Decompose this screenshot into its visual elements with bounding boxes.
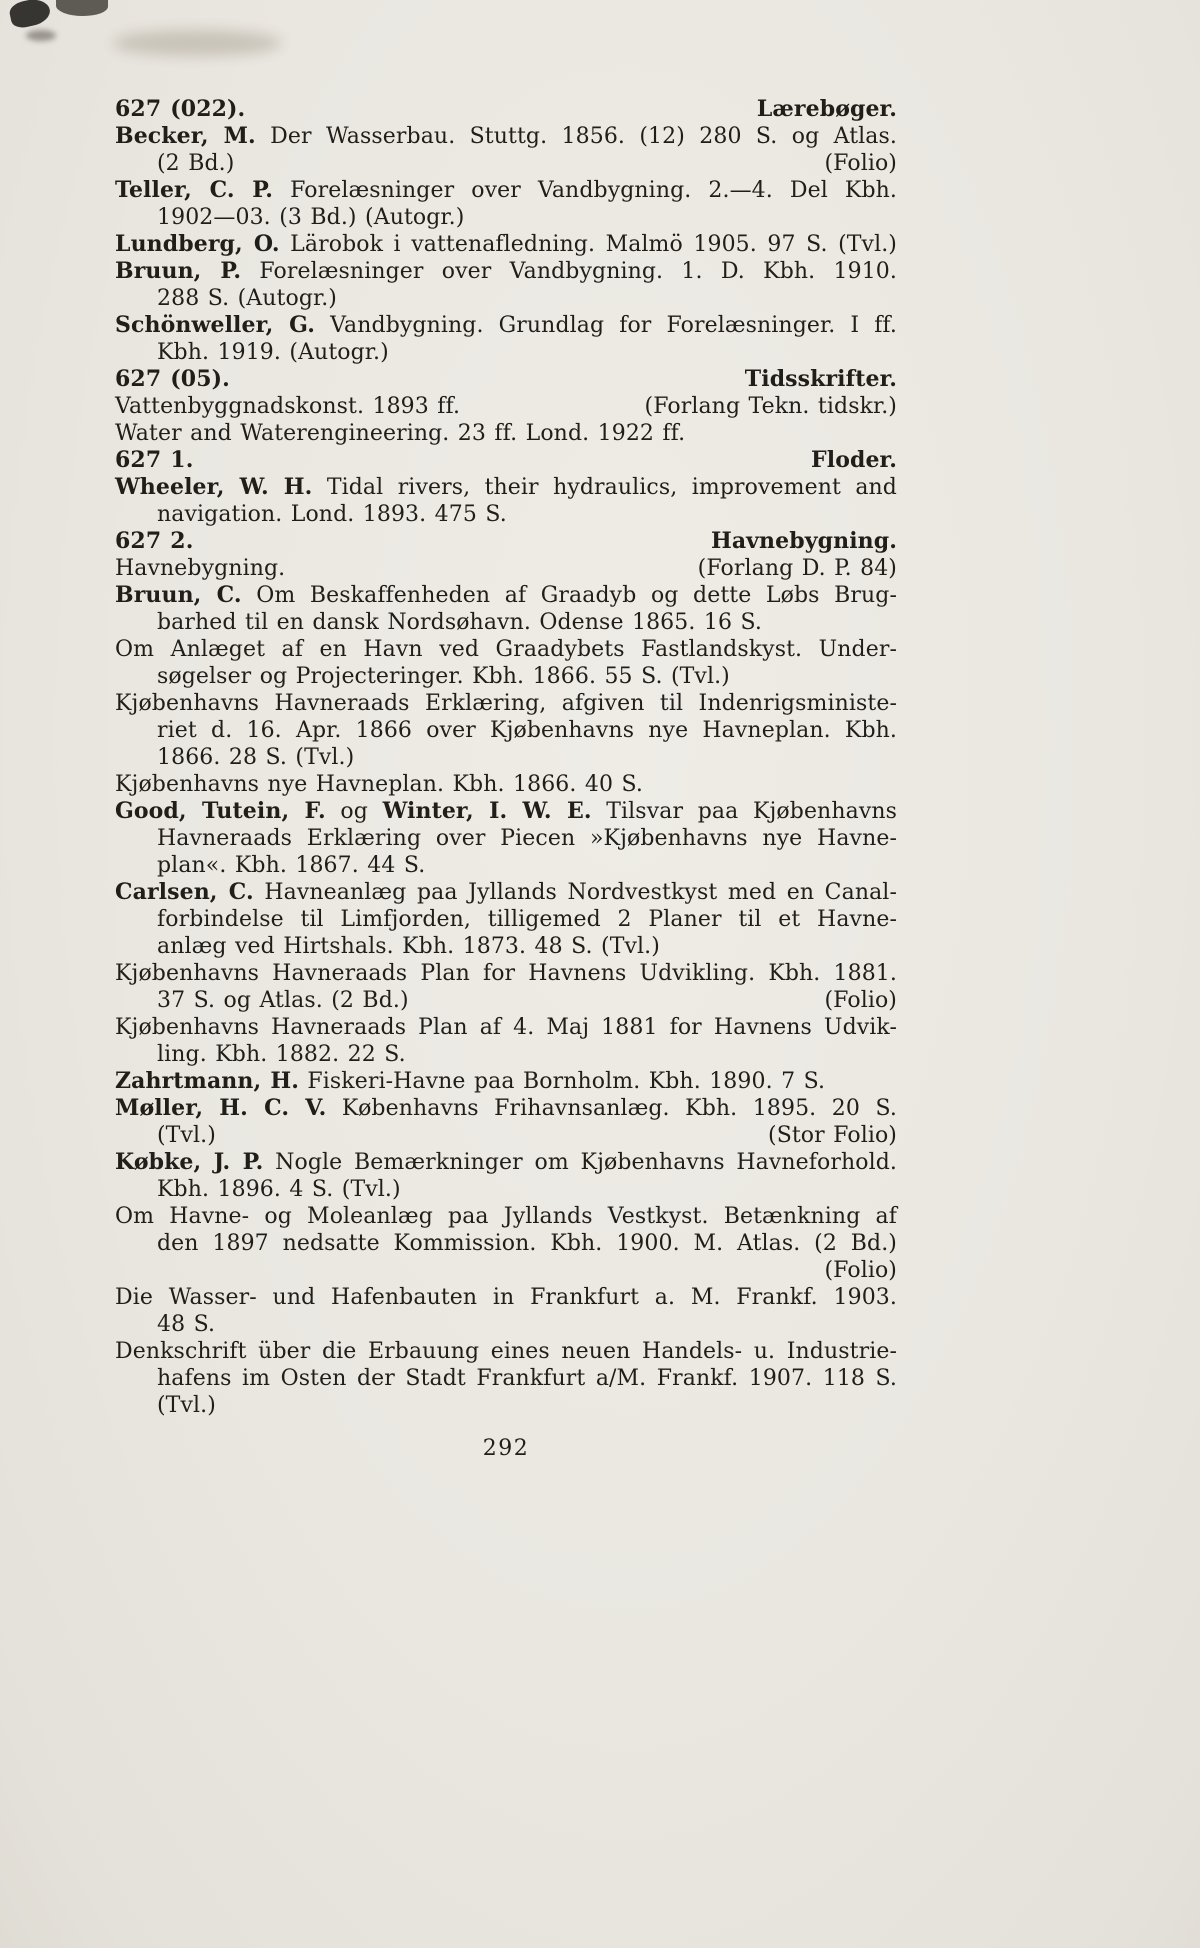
entry-right-text: Lærebøger. [756,96,897,122]
catalog-line [115,1041,897,1068]
catalog-line [115,447,897,474]
scan-smudge-icon [112,30,282,56]
catalog-line [115,312,897,339]
scan-blot-icon [8,0,53,30]
catalog-line [115,1122,897,1149]
catalog-line [115,906,897,933]
entry-text: Kjøbenhavns nye Havneplan. Kbh. 1866. 40 S. [115,772,643,797]
entry-text: riet d. 16. Apr. 1866 over Kjøbenhavns nye Havneplan. Kbh. [157,718,897,743]
entry-text: (Tvl.) [157,1123,216,1148]
scan-blot-icon [56,0,108,16]
entry-right-text: Havnebygning. [710,528,897,554]
entry-text: Wheeler, W. H. Tidal rivers, their hydraulics, improvement and [115,474,897,500]
catalog-line [115,231,897,258]
catalog-line [115,825,897,852]
catalog-line [115,1257,897,1284]
catalog-line [115,798,897,825]
entry-text: hafens im Osten der Stadt Frankfurt a/M. Frankf. 1907. 118 S. [157,1366,897,1391]
entry-text: (2 Bd.) [157,151,235,176]
entry-text: Water and Waterengineering. 23 ff. Lond. 1922 ff. [115,421,686,446]
entry-text: Good, Tutein, F. og Winter, I. W. E. Tilsvar paa Kjøbenhavns [115,798,898,824]
entry-text: barhed til en dansk Nordsøhavn. Odense 1865. 16 S. [157,610,762,635]
catalog-line [115,609,897,636]
entry-text: 627 1. [115,447,194,473]
catalog-line [115,1392,897,1419]
entry-right-text: (Folio) [824,1258,897,1283]
entry-text: 627 (05). [115,366,230,392]
entry-text: Købke, J. P. Nogle Bemærkninger om Kjøbenhavns Havneforhold. [115,1149,897,1175]
entry-text: navigation. Lond. 1893. 475 S. [157,502,507,527]
entry-right-text: Floder. [811,447,897,473]
catalog-line [115,1203,897,1230]
entry-text: Kbh. 1919. (Autogr.) [157,340,389,365]
catalog-line [115,1176,897,1203]
entry-text: Bruun, C. Om Beskaffenheden af Graadyb og dette Løbs Brug- [115,582,897,608]
catalog-line [115,1149,897,1176]
catalog-line [115,690,897,717]
entry-text: 627 2. [115,528,194,554]
catalog-line [115,879,897,906]
catalog-line [115,1311,897,1338]
catalog-line [115,123,897,150]
entry-text: 1902—03. (3 Bd.) (Autogr.) [157,205,465,230]
entry-text: Om Anlæget af en Havn ved Graadybets Fastlandskyst. Under- [115,637,897,662]
catalog-line [115,1014,897,1041]
entry-text: Carlsen, C. Havneanlæg paa Jyllands Nordvestkyst med en Canal- [115,879,897,905]
catalog-line [115,1365,897,1392]
entry-text: Havneraads Erklæring over Piecen »Kjøbenhavns nye Havne- [157,826,897,851]
entry-text: plan«. Kbh. 1867. 44 S. [157,853,426,878]
catalog-line [115,150,897,177]
catalog-line [115,1338,897,1365]
entry-right-text: (Folio) [824,988,897,1013]
catalog-line [115,960,897,987]
catalog-line [115,717,897,744]
entry-text: Becker, M. Der Wasserbau. Stuttg. 1856. (12) 280 S. og Atlas. [115,123,897,149]
entry-text: forbindelse til Limfjorden, tilligemed 2 Planer til et Havne- [157,907,897,932]
catalog-line [115,501,897,528]
entry-text: 627 (022). [115,96,246,122]
catalog-line [115,663,897,690]
entry-text: Denkschrift über die Erbauung eines neuen Handels- u. Industrie- [115,1339,897,1364]
entry-text: den 1897 nedsatte Kommission. Kbh. 1900. M. Atlas. (2 Bd.) [157,1231,897,1256]
catalog-lines [115,96,897,1419]
entry-text: Møller, H. C. V. Københavns Frihavnsanlæg. Kbh. 1895. 20 S. [115,1095,897,1121]
entry-text: Om Havne- og Moleanlæg paa Jyllands Vestkyst. Betænkning af [115,1204,897,1229]
catalog-page [115,96,897,1462]
catalog-line [115,177,897,204]
catalog-line [115,852,897,879]
catalog-line [115,204,897,231]
entry-text: Havnebygning. [115,556,286,581]
entry-text: 288 S. (Autogr.) [157,286,337,311]
entry-text: 1866. 28 S. (Tvl.) [157,745,355,770]
entry-text: Kbh. 1896. 4 S. (Tvl.) [157,1177,401,1202]
entry-right-text: Tidsskrifter. [744,366,897,392]
scan-speck-icon [26,30,56,41]
entry-text: søgelser og Projecteringer. Kbh. 1866. 55 S. (Tvl.) [157,664,730,689]
catalog-line [115,1068,897,1095]
entry-text: Schönweller, G. Vandbygning. Grundlag for Forelæsninger. I ff. [115,312,897,338]
catalog-line [115,636,897,663]
catalog-line [115,933,897,960]
entry-text: Kjøbenhavns Havneraads Plan af 4. Maj 1881 for Havnens Udvik- [115,1015,897,1040]
catalog-line [115,555,897,582]
entry-text: 48 S. [157,1312,216,1337]
catalog-line [115,528,897,555]
entry-right-text: (Forlang D. P. 84) [697,556,897,581]
catalog-line [115,366,897,393]
catalog-line [115,1095,897,1122]
catalog-line [115,420,897,447]
entry-text: Zahrtmann, H. Fiskeri-Havne paa Bornholm. Kbh. 1890. 7 S. [115,1068,826,1094]
entry-text: ling. Kbh. 1882. 22 S. [157,1042,406,1067]
catalog-line [115,96,897,123]
entry-right-text: (Forlang Tekn. tidskr.) [644,394,897,419]
catalog-line [115,258,897,285]
catalog-line [115,1230,897,1257]
page-number: 292 [482,1436,530,1461]
catalog-line [115,474,897,501]
catalog-line [115,987,897,1014]
catalog-line [115,771,897,798]
entry-text: Teller, C. P. Forelæsninger over Vandbygning. 2.—4. Del Kbh. [115,177,897,203]
entry-right-text: (Folio) [824,151,897,176]
entry-text: anlæg ved Hirtshals. Kbh. 1873. 48 S. (Tvl.) [157,934,660,959]
entry-text: Lundberg, O. Lärobok i vattenafledning. Malmö 1905. 97 S. (Tvl.) [115,231,897,257]
catalog-line [115,1284,897,1311]
entry-text: 37 S. og Atlas. (2 Bd.) [157,988,409,1013]
catalog-line [115,744,897,771]
entry-text: Die Wasser- und Hafenbauten in Frankfurt a. M. Frankf. 1903. [115,1285,897,1310]
entry-text: Kjøbenhavns Havneraads Plan for Havnens Udvikling. Kbh. 1881. [115,961,897,986]
entry-text: Bruun, P. Forelæsninger over Vandbygning. 1. D. Kbh. 1910. [115,258,897,284]
catalog-line [115,285,897,312]
entry-text: (Tvl.) [157,1393,216,1418]
entry-text: Kjøbenhavns Havneraads Erklæring, afgiven til Indenrigsministe- [115,691,897,716]
entry-text: Vattenbyggnadskonst. 1893 ff. [115,394,461,419]
catalog-line [115,393,897,420]
entry-right-text: (Stor Folio) [768,1123,897,1148]
catalog-line [115,339,897,366]
catalog-line [115,582,897,609]
